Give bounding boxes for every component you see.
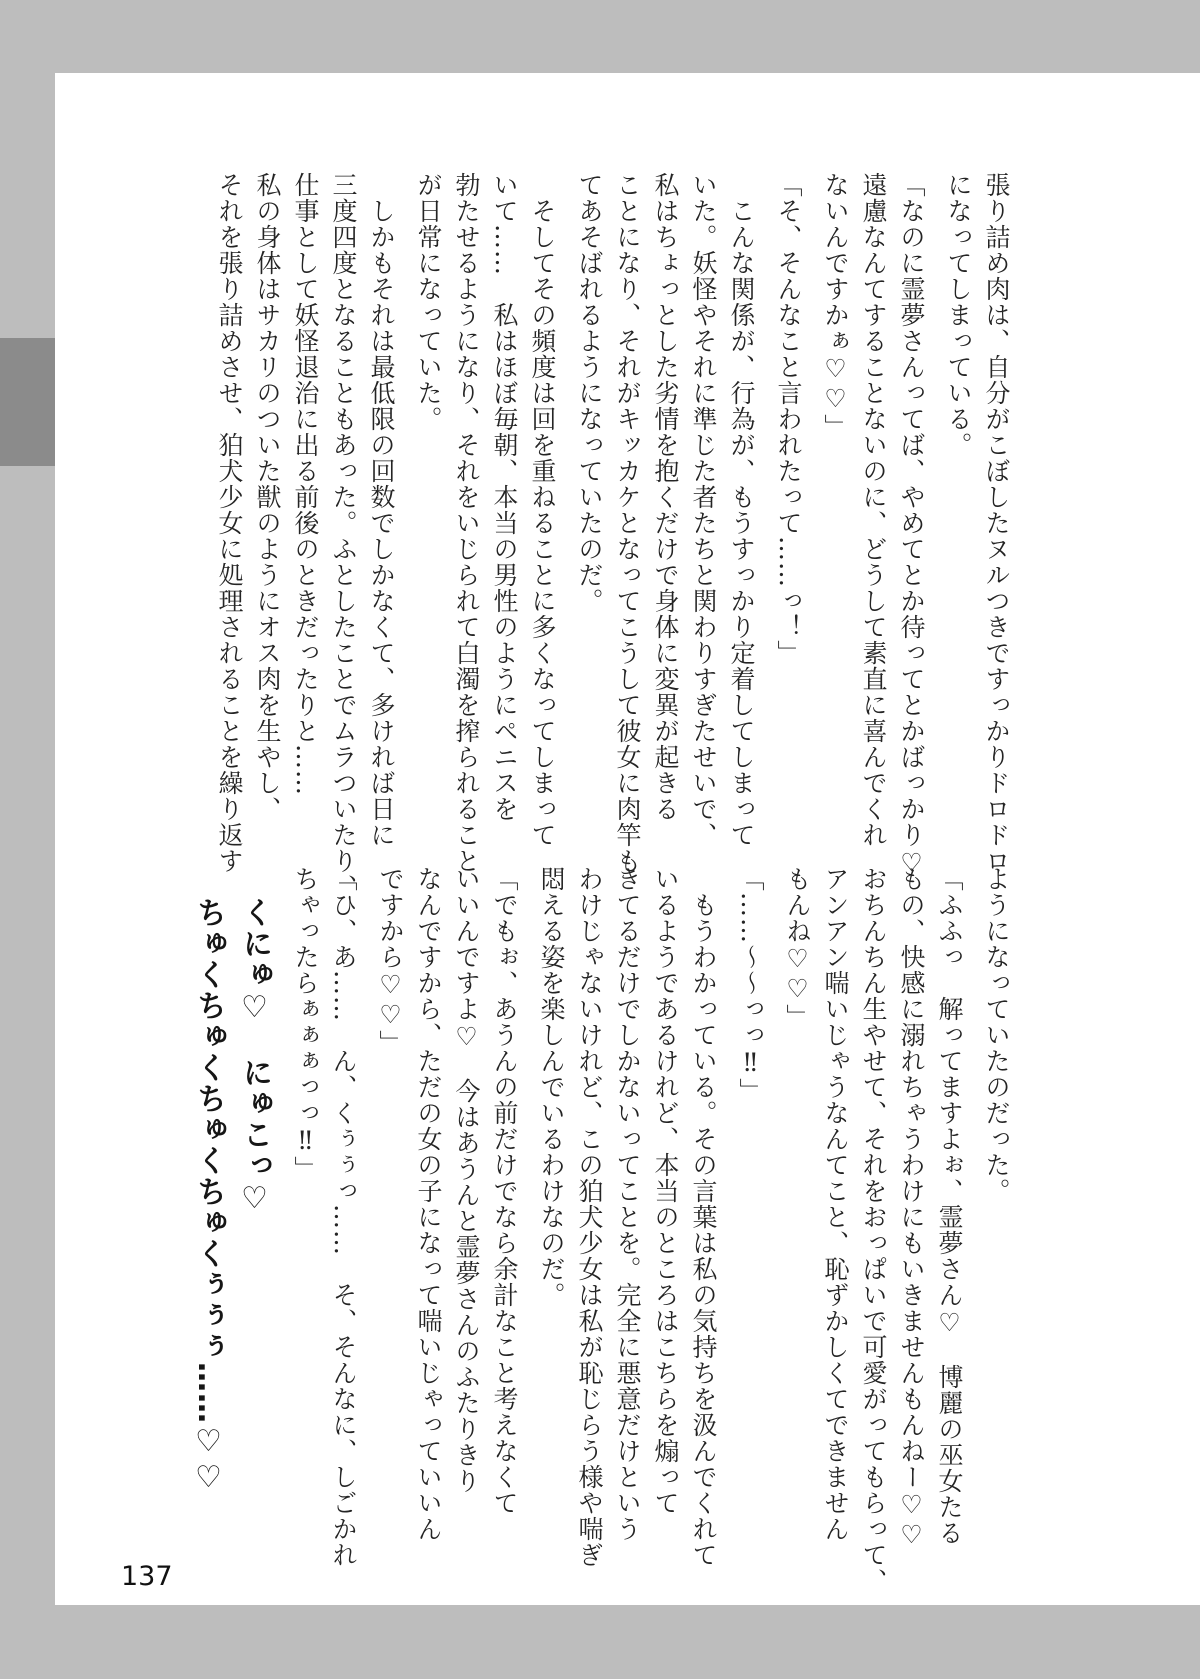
text-line: 仕事として妖怪退治に出る前後のときだったりと……	[291, 172, 320, 796]
text-line: それを張り詰めさせ、狛犬少女に処理されることを繰り返す	[215, 172, 244, 874]
text-block-top	[180, 172, 1015, 900]
text-line: 「ひ、あ…… ん、くぅぅっ…… そ、そんなに、しごかれ	[329, 866, 358, 1568]
text-line: きてるだけでしかないってことを。完全に悪意だけという	[613, 866, 642, 1542]
text-line: 遠慮なんてすることないのに、どうして素直に喜んでくれ	[859, 172, 888, 848]
text-line: 「そ、そんなこと言われたって……っ！」	[774, 172, 803, 666]
text-line: 私はちょっとした劣情を抱くだけで身体に変異が起きる	[651, 172, 680, 822]
text-line: 張り詰め肉は、自分がこぼしたヌルつきですっかりドロドロ	[982, 172, 1011, 874]
text-line: こんな関係が、行為が、もうすっかり定着してしまって	[727, 172, 756, 848]
text-line: ないんですかぁ♡♡」	[821, 172, 850, 440]
text-line: なんですから、ただの女の子になって喘いじゃっていいん	[414, 866, 443, 1542]
text-line: もの、快感に溺れちゃうわけにもいきませんもんねー♡♡	[897, 866, 926, 1550]
text-line: 「なのに霊夢さんってば、やめてとか待ってとかばっかり♡	[897, 172, 926, 878]
text-line: 悶える姿を楽しんでいるわけなのだ。	[537, 866, 566, 1308]
text-line: 「でもぉ、あうんの前だけでなら余計なこと考えなくて	[490, 866, 519, 1516]
text-line: いて…… 私はほぼ毎朝、本当の男性のようにペニスを	[490, 172, 519, 822]
text-line: ちゃったらぁぁぁっっ‼」	[291, 866, 320, 1182]
text-line: ことになり、それがキッカケとなってこうして彼女に肉竿も	[613, 172, 642, 874]
text-line: そしてその頻度は回を重ねることに多くなってしまって	[528, 172, 557, 848]
text-line: いるようであるけれど、本当のところはこちらを煽って	[651, 866, 680, 1516]
text-block-bottom	[180, 866, 1015, 1594]
text-line: 三度四度となることもあった。ふとしたことでムラついたり、	[329, 172, 358, 900]
text-line: ですから♡♡」	[376, 866, 405, 1056]
text-line: 勃たせるようになり、それをいじられて白濁を搾られること	[452, 172, 481, 874]
page-edge-tab	[0, 338, 55, 466]
text-line: ちゅくちゅくちゅくちゅくぅぅぅ……♡♡	[191, 866, 226, 1496]
text-line: わけじゃないけれど、この狛犬少女は私が恥じらう様や喘ぎ	[575, 866, 604, 1568]
text-line: 「ふふっ 解ってますよぉ、霊夢さん♡ 博麗の巫女たる	[935, 866, 964, 1546]
text-line: ようになっていたのだった。	[982, 866, 1011, 1204]
text-line: おちんちん生やせて、それをおっぱいで可愛がってもらって、	[859, 866, 888, 1594]
text-line: てあそばれるようになっていたのだ。	[575, 172, 604, 614]
text-line: 「……～～っっ‼」	[736, 866, 765, 1104]
page-number: 137	[121, 1561, 173, 1592]
text-line: 私の身体はサカリのついた獣のようにオス肉を生やし、	[253, 172, 282, 822]
text-line: しかもそれは最低限の回数でしかなくて、多ければ日に	[367, 172, 396, 848]
text-line: くにゅ♡ にゅこっ♡	[237, 866, 272, 1217]
text-line: もうわかっている。その言葉は私の気持ちを汲んでくれて	[689, 866, 718, 1568]
text-line: が日常になっていた。	[414, 172, 443, 432]
text-line: いいんですよ♡ 今はあうんと霊夢さんのふたりきり	[452, 866, 481, 1494]
text-line: になってしまっている。	[944, 172, 973, 458]
text-line: もんね♡♡」	[783, 866, 812, 1030]
text-line: いた。妖怪やそれに準じた者たちと関わりすぎたせいで、	[689, 172, 718, 848]
text-line: アンアン喘いじゃうなんてこと、恥ずかしくてできません	[821, 866, 850, 1542]
